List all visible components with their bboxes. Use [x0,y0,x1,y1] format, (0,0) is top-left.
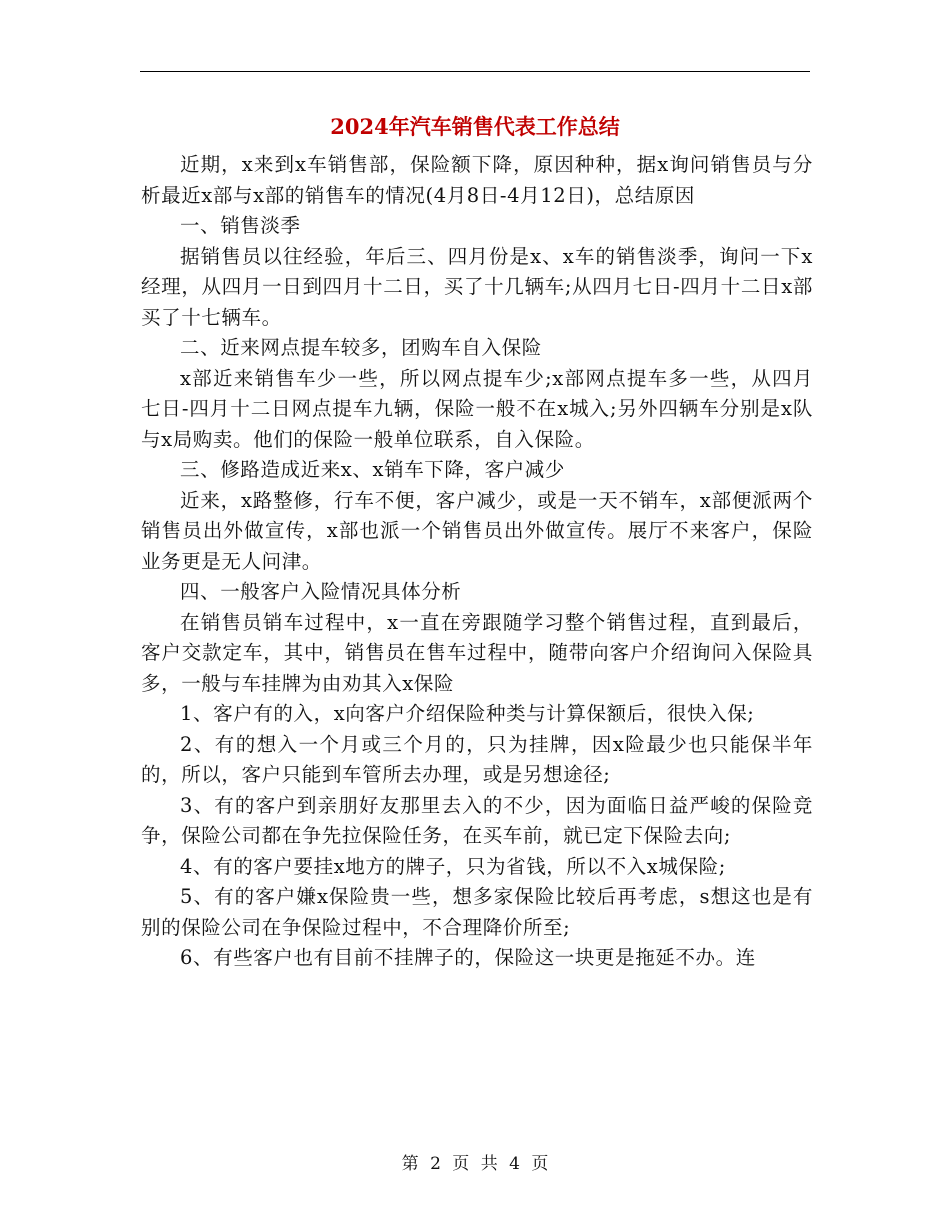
page-number-footer: 第 2 页 共 4 页 [401,1154,549,1174]
list-item-2: 2、有的想入一个月或三个月的，只为挂牌，因x险最少也只能保半年的，所以，客户只能到车管所去办理，或是另想途径; [141,732,813,786]
section-heading-3: 三、修路造成近来x、x销车下降，客户减少 [180,458,565,481]
section-heading-1: 一、销售淡季 [180,214,301,237]
paragraph-intro: 近期，x来到x车销售部，保险额下降，原因种种，据x询问销售员与分析最近x部与x部的销售车的情况(4月8日-4月12日)，总结原因 [141,153,813,207]
list-item-5: 5、有的客户嫌x保险贵一些，想多家保险比较后再考虑，s想这也是有别的保险公司在争保险过程中，不合理降价所至; [141,885,813,939]
list-item-1: 1、客户有的入，x向客户介绍保险种类与计算保额后，很快入保; [180,702,755,725]
document-body [141,150,813,974]
list-item-6: 6、有些客户也有目前不挂牌子的，保险这一块更是拖延不办。连 [180,946,756,969]
header-rule [140,71,810,72]
paragraph-section-4: 在销售员销车过程中，x一直在旁跟随学习整个销售过程，直到最后，客户交款定车，其中，销售员在售车过程中，随带向客户介绍询问入保险具多，一般与车挂牌为由劝其入x保险 [141,610,813,695]
paragraph-section-1: 据销售员以往经验，年后三、四月份是x、x车的销售淡季，询问一下x经理，从四月一日到四月十二日，买了十几辆车;从四月七日-四月十二日x部买了十七辆车。 [141,244,813,329]
list-item-3: 3、有的客户到亲朋好友那里去入的不少，因为面临日益严峻的保险竞争，保险公司都在争先拉保险任务，在买车前，就已定下保险去向; [141,793,813,847]
paragraph-section-2: x部近来销售车少一些，所以网点提车少;x部网点提车多一些，从四月七日-四月十二日网点提车九辆，保险一般不在x城入;另外四辆车分别是x队与x局购卖。他们的保险一般单位联系，自入保险。 [141,366,813,451]
document-title: 2024年汽车销售代表工作总结 [330,114,620,139]
list-item-4: 4、有的客户要挂x地方的牌子，只为省钱，所以不入x城保险; [180,854,726,878]
section-heading-4: 四、一般客户入险情况具体分析 [180,580,462,603]
paragraph-section-3: 近来，x路整修，行车不便，客户减少，或是一天不销车，x部便派两个销售员出外做宣传，x部也派一个销售员出外做宣传。展厅不来客户，保险业务更是无人问津。 [141,488,813,573]
section-heading-2: 二、近来网点提车较多，团购车自入保险 [180,336,542,359]
